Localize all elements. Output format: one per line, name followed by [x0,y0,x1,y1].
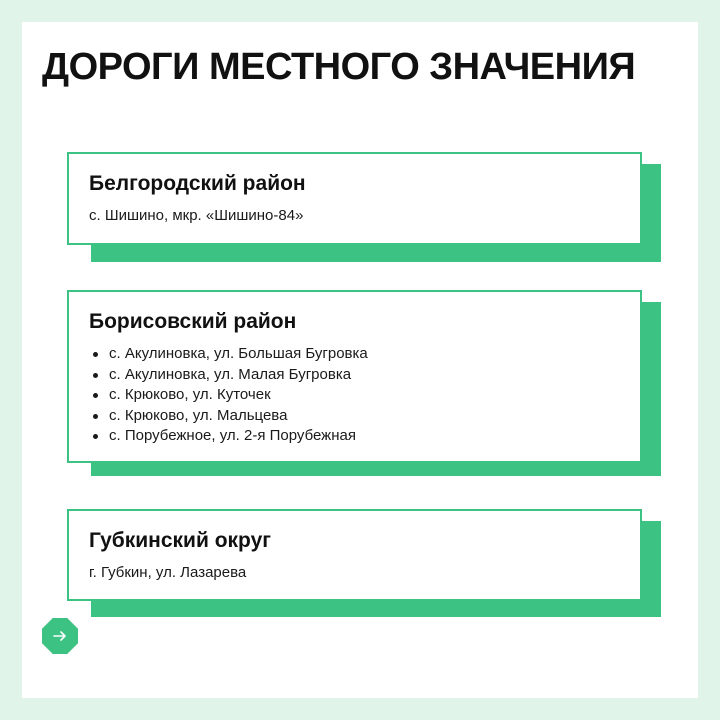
page-title: ДОРОГИ МЕСТНОГО ЗНАЧЕНИЯ [42,46,636,88]
card-belgorod [67,152,661,262]
bullet-icon [93,373,98,378]
card-title: Губкинский округ [89,529,272,552]
next-button[interactable] [42,618,78,654]
list-item-text: с. Акулиновка, ул. Большая Бугровка [109,345,368,362]
card-title: Белгородский район [89,172,306,195]
list-item [89,426,368,447]
bullet-icon [93,434,98,439]
list-item-text: с. Крюково, ул. Мальцева [109,406,288,424]
card-body [67,290,642,463]
bullet-icon [93,393,98,398]
card-body [67,509,642,601]
card-title: Борисовский район [89,310,297,333]
card-body [67,152,642,245]
card-borisovka [67,290,661,476]
list-item [89,344,368,365]
list-item-text: с. Порубежное, ул. 2-я Порубежная [109,427,356,444]
list-item-text: с. Акулиновка, ул. Малая Бугровка [109,365,352,383]
card-text: г. Губкин, ул. Лазарева [89,564,247,581]
list-item [89,406,368,427]
bullet-icon [93,352,98,357]
bullet-icon [93,414,98,419]
list-item [89,385,368,406]
arrow-right-icon [53,629,67,643]
road-list [89,344,368,447]
card-text: с. Шишино, мкр. «Шишино-84» [89,207,304,224]
list-item [89,365,368,386]
list-item-text: с. Крюково, ул. Куточек [109,386,271,403]
card-gubkin [67,509,661,617]
